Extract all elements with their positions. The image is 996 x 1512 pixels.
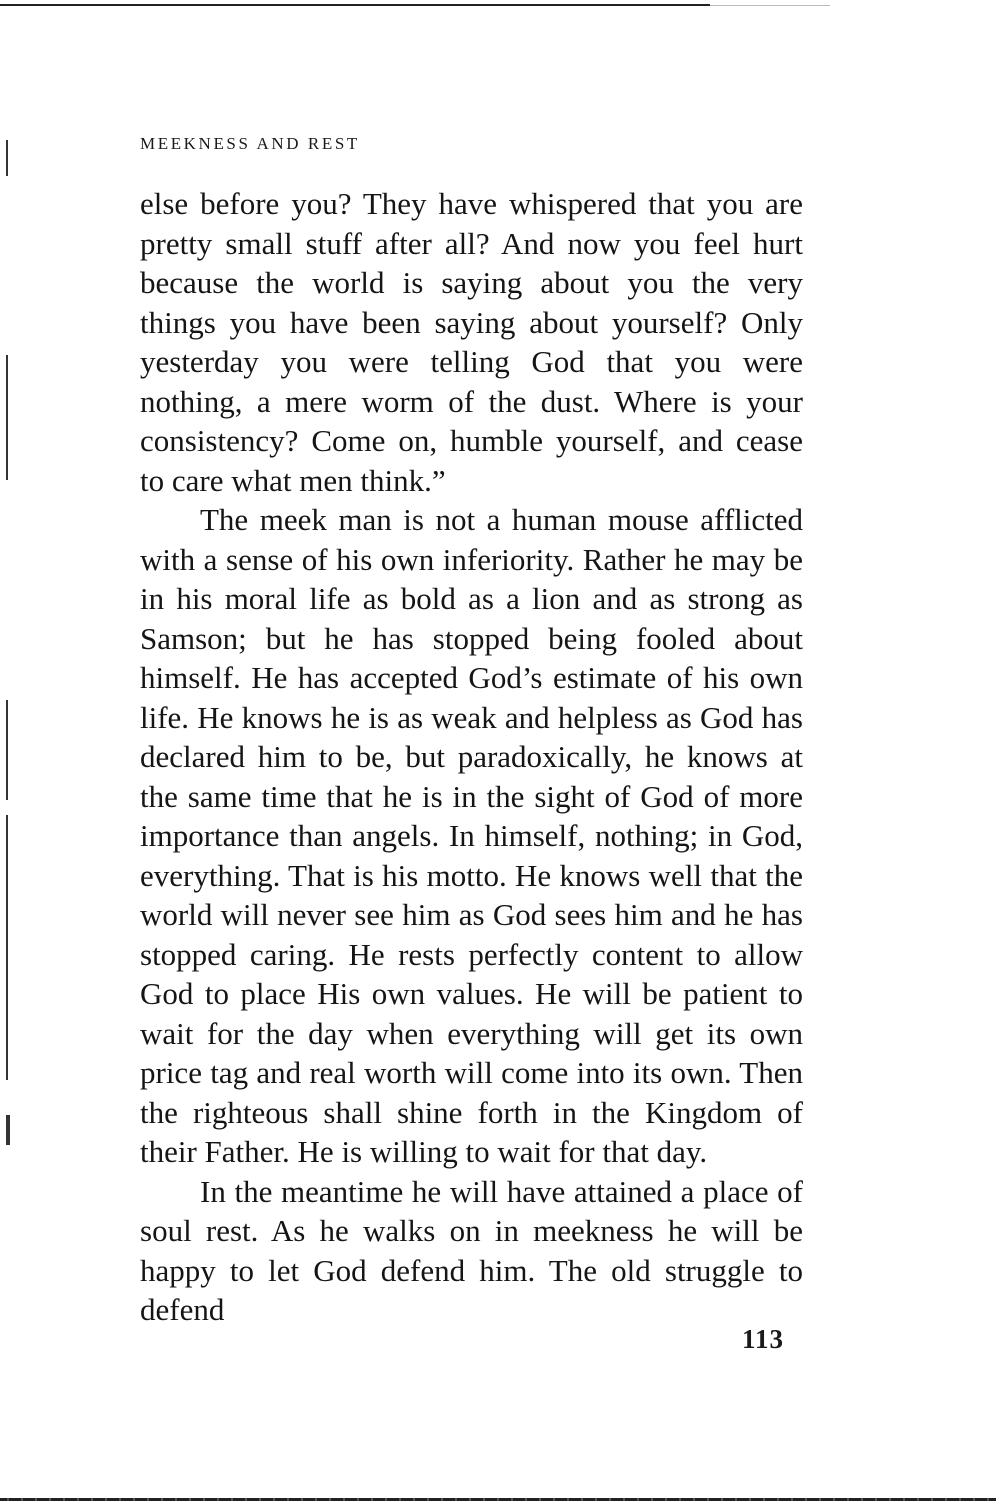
margin-scan-mark [6,140,8,176]
top-scan-rule-faint [710,5,830,6]
bottom-scan-rule [0,1498,996,1501]
paragraph: The meek man is not a human mouse afflicted with a sense of his own inferiority. Rather he may be in his moral life as bold as a lion and as strong as Samson; but he has stopped being fooled about himself. He has accepted God’s estimate of his own life. He knows he is as weak and helpless as God has declared him to be, but paradoxically, he knows at the same time that he is in the sight of God of more importance than angels. In himself, nothing; in God, everything. That is his motto. He knows well that the world will never see him as God sees him and he has stopped caring. He rests perfectly content to allow God to place His own values. He will be patient to wait for the day when everything will get its own price tag and real worth will come into its own. Then the righteous shall shine forth in the Kingdom of their Father. He is willing to wait for that day. [140,502,803,1169]
page-body-text [140,184,803,1330]
margin-scan-mark [6,700,8,800]
top-scan-rule [0,4,710,6]
margin-scan-mark [6,355,8,480]
running-head: MEEKNESS AND REST [140,134,360,153]
paragraph: In the meantime he will have attained a place of soul rest. As he walks on in meekness he will be happy to let God defend him. The old struggle to defend [140,1173,803,1327]
page-number: 113 [742,1324,785,1354]
margin-scan-mark [6,815,8,1080]
margin-scan-mark [6,1115,10,1145]
paragraph: else before you? They have whispered that you are pretty small stuff after all? And now you feel hurt because the world is saying about you the very things you have been saying about yourself? Only yesterday you were telling God that you were nothing, a mere worm of the dust. Where is your consistency? Come on, humble yourself, and cease to care what men think.” [140,186,803,498]
